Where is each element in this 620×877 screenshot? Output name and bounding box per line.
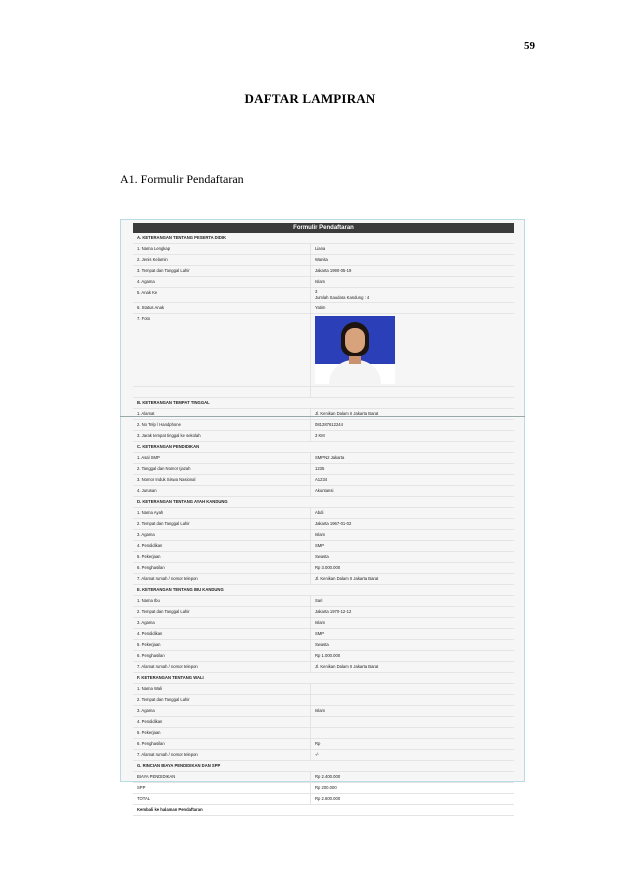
form-section-heading [133, 585, 514, 596]
section-label: A. KETERANGAN TENTANG PESERTA DIDIK [137, 235, 227, 240]
field-value: -/- [315, 752, 319, 757]
field-label: 1. Nama Wali [133, 684, 311, 694]
field-value: Wanita [315, 257, 328, 262]
field-value: Rp 3.000.000 [315, 565, 341, 570]
form-row [133, 266, 514, 277]
form-row [133, 772, 514, 783]
form-section-heading [133, 398, 514, 409]
field-value: Liana [315, 246, 326, 251]
field-value: SMPN2 Jakarta [315, 455, 345, 460]
empty-cell [133, 387, 311, 397]
registration-form-screenshot [120, 219, 525, 812]
form-row [133, 706, 514, 717]
form-row [133, 596, 514, 607]
form-row [133, 541, 514, 552]
field-label: 2. Jenis Kelamin [133, 255, 311, 265]
form-section-heading [133, 442, 514, 453]
form-section-heading [133, 761, 514, 772]
form-row [133, 552, 514, 563]
form-row [133, 288, 514, 303]
field-value: Jl. Kenikan Dalam II Jakarta Barat [315, 664, 379, 669]
field-value: 081287612244 [315, 422, 343, 427]
field-value: Yatim [315, 305, 326, 310]
field-value: Islam [315, 620, 326, 625]
field-value: Swasta [315, 642, 329, 647]
form-row [133, 464, 514, 475]
field-value: Islam [315, 532, 326, 537]
form-section-heading [133, 497, 514, 508]
field-value: SMP [315, 631, 325, 636]
form-row [133, 651, 514, 662]
form-row [133, 662, 514, 673]
form-row [133, 695, 514, 706]
field-value: Rp 2.400.000 [315, 774, 341, 779]
field-value [311, 288, 514, 302]
field-value [311, 684, 514, 694]
field-label: 3. Tempat dan Tanggal Lahir [133, 266, 311, 276]
field-label: 3. Agama [133, 530, 311, 540]
field-label: 7. Alamat rumah / nomor telepon [133, 750, 311, 760]
field-label: 2. Tempat dan Tanggal Lahir [133, 607, 311, 617]
section-label: C. KETERANGAN PENDIDIKAN [137, 444, 200, 449]
field-label: 6. Penghasilan [133, 651, 311, 661]
form-row [133, 607, 514, 618]
field-value: Jakarta 1967-01-02 [315, 521, 352, 526]
field-label: 7. Alamat rumah / nomor telepon [133, 574, 311, 584]
field-value: Islam [315, 708, 326, 713]
photo-face [345, 328, 365, 353]
field-value: Jakarta 1970-12-12 [315, 609, 352, 614]
field-value-line: Jumlah Saudara Kandung : 4 [315, 295, 370, 300]
field-value: Jakarta 1990-05-19 [315, 268, 352, 273]
section-heading: A1. Formulir Pendaftaran [120, 172, 244, 186]
form-row [133, 244, 514, 255]
field-label: 2. No Telp / Handphone [133, 420, 311, 430]
form-row [133, 431, 514, 442]
field-value-line: 3 [315, 289, 318, 294]
field-label: 1. Nama Lengkap [133, 244, 311, 254]
field-value [311, 695, 514, 705]
document-title: DAFTAR LAMPIRAN [244, 91, 376, 106]
field-label: 5. Anak Ke [133, 288, 311, 302]
field-label: 3. Nomor Induk Siswa Nasional [133, 475, 311, 485]
field-label: 5. Pekerjaan [133, 640, 311, 650]
form-spacer-row [133, 387, 514, 398]
field-value: Rp 1.000.000 [315, 653, 341, 658]
form-section-heading [133, 233, 514, 244]
field-value: 1235 [315, 466, 325, 471]
field-value: 3 KM [315, 433, 325, 438]
form-row [133, 640, 514, 651]
field-label: 2. Tempat dan Tanggal Lahir [133, 519, 311, 529]
field-label: 4. Jurusan [133, 486, 311, 496]
field-value: Islam [315, 279, 326, 284]
section-label: F. KETERANGAN TENTANG WALI [137, 675, 204, 680]
field-label: 7. Alamat rumah / nomor telepon [133, 662, 311, 672]
form-section-heading [133, 673, 514, 684]
form-row [133, 739, 514, 750]
form-row [133, 783, 514, 794]
field-label: 6. Penghasilan [133, 739, 311, 749]
section-label: D. KETERANGAN TENTANG AYAH KANDUNG [137, 499, 228, 504]
field-value: SMP [315, 543, 325, 548]
form-row [133, 750, 514, 761]
form-row [133, 409, 514, 420]
field-value: Jl. Kenikan Dalam II Jakarta Barat [315, 411, 379, 416]
form-row [133, 420, 514, 431]
field-label: 7. Foto [133, 314, 311, 386]
field-label: 4. Pendidikan [133, 629, 311, 639]
registration-form [133, 223, 514, 816]
field-label: 1. Nama Ayah [133, 508, 311, 518]
field-label: 4. Agama [133, 277, 311, 287]
field-label: 3. Agama [133, 706, 311, 716]
form-row [133, 277, 514, 288]
photo-cell [311, 314, 514, 386]
form-row [133, 519, 514, 530]
field-value: Jl. Kenikan Dalam II Jakarta Barat [315, 576, 379, 581]
scan-fold-line [120, 416, 525, 417]
form-row [133, 574, 514, 585]
page-number: 59 [524, 40, 535, 52]
form-row [133, 508, 514, 519]
form-row-photo [133, 314, 514, 387]
empty-cell [311, 387, 514, 397]
form-row [133, 563, 514, 574]
form-row [133, 530, 514, 541]
field-value [311, 717, 514, 727]
field-value: Rp 200.000 [315, 785, 337, 790]
field-label: 1. Alamat [133, 409, 311, 419]
field-label: 3. Agama [133, 618, 311, 628]
field-value: Akuntansi [315, 488, 334, 493]
section-label: E. KETERANGAN TENTANG IBU KANDUNG [137, 587, 224, 592]
field-label: 4. Pendidikan [133, 717, 311, 727]
form-row [133, 684, 514, 695]
section-label[interactable]: Kembali ke halaman Pendaftaran [137, 807, 203, 812]
field-value: A1234 [315, 477, 328, 482]
field-label: 2. Tempat dan Tanggal Lahir [133, 695, 311, 705]
student-photo [315, 316, 395, 384]
form-row [133, 629, 514, 640]
form-row [133, 794, 514, 805]
form-row [133, 255, 514, 266]
field-label: TOTAL [133, 794, 311, 804]
field-value: Abdi [315, 510, 324, 515]
form-row [133, 303, 514, 314]
form-row [133, 717, 514, 728]
field-value [311, 728, 514, 738]
form-row [133, 486, 514, 497]
field-label: 6. Penghasilan [133, 563, 311, 573]
form-section-heading [133, 805, 514, 816]
field-label: BIAYA PENDIDIKAN [133, 772, 311, 782]
form-row [133, 453, 514, 464]
field-value: Rp 2.600.000 [315, 796, 341, 801]
field-label: 5. Pekerjaan [133, 552, 311, 562]
section-label: B. KETERANGAN TEMPAT TINGGAL [137, 400, 210, 405]
section-label: G. RINCIAN BIAYA PENDIDIKAN DAN SPP [137, 763, 221, 768]
form-header: Formulir Pendaftaran [133, 223, 514, 233]
field-value: Swasta [315, 554, 329, 559]
field-label: 2. Tanggal dan Nomor Ijazah [133, 464, 311, 474]
field-label: 1. Nama Ibu [133, 596, 311, 606]
field-value: Sari [315, 598, 323, 603]
field-value: Rp [315, 741, 321, 746]
field-label: 4. Pendidikan [133, 541, 311, 551]
field-label: SPP [133, 783, 311, 793]
form-row [133, 728, 514, 739]
field-label: 1. Asal SMP [133, 453, 311, 463]
field-label: 5. Pekerjaan [133, 728, 311, 738]
form-row [133, 618, 514, 629]
field-label: 6. Status Anak [133, 303, 311, 313]
form-row [133, 475, 514, 486]
field-label: 3. Jarak tempat tinggal ke sekolah [133, 431, 311, 441]
